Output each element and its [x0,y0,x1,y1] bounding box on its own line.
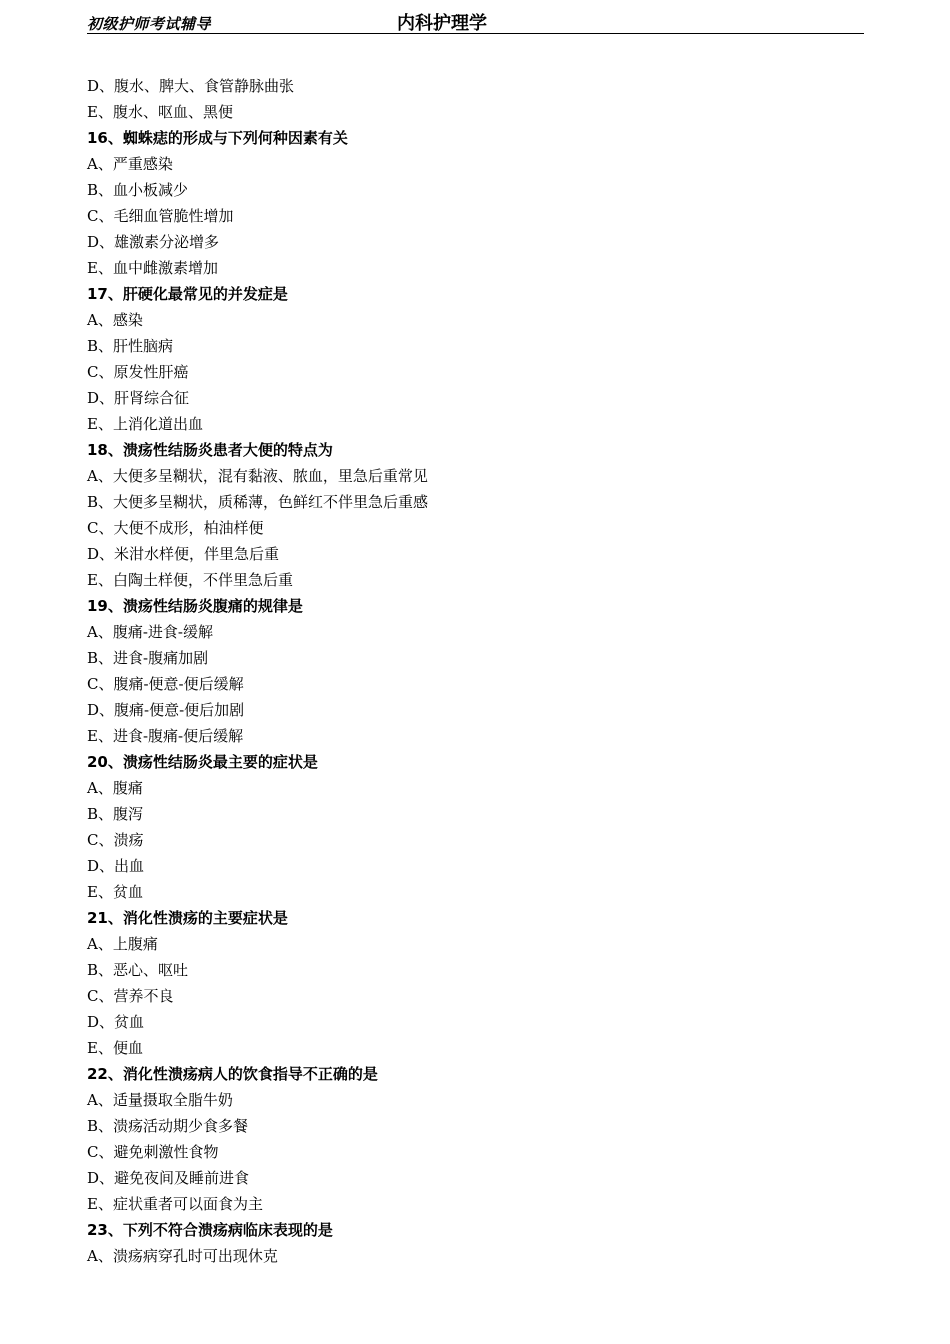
answer-option: B、腹泻 [87,805,144,823]
answer-option: A、腹痛-进食-缓解 [87,623,213,641]
answer-option: A、严重感染 [87,155,173,173]
question-stem: 18、溃疡性结肠炎患者大便的特点为 [87,441,333,459]
answer-option: B、肝性脑病 [87,337,174,355]
answer-option: C、原发性肝癌 [87,363,189,381]
page-header [87,8,864,34]
answer-option: B、大便多呈糊状，质稀薄，色鲜红不伴里急后重感 [87,493,429,511]
answer-option: E、症状重者可以面食为主 [87,1195,263,1213]
answer-option: C、毛细血管脆性增加 [87,207,234,225]
question-stem: 20、溃疡性结肠炎最主要的症状是 [87,753,318,771]
header-subject-title: 内科护理学 [397,13,487,34]
answer-option: D、出血 [87,857,145,875]
answer-option: A、溃疡病穿孔时可出现休克 [87,1247,278,1265]
answer-option: A、腹痛 [87,779,143,797]
answer-option: E、白陶土样便，不伴里急后重 [87,571,293,589]
answer-option: E、血中雌激素增加 [87,259,218,277]
answer-option: B、溃疡活动期少食多餐 [87,1117,249,1135]
question-list [87,73,864,1269]
question-stem: 21、消化性溃疡的主要症状是 [87,909,288,927]
answer-option: B、恶心、呕吐 [87,961,189,979]
answer-option: D、雄激素分泌增多 [87,233,220,251]
answer-option: E、进食-腹痛-便后缓解 [87,727,244,745]
answer-option: C、溃疡 [87,831,144,849]
answer-option: C、营养不良 [87,987,174,1005]
answer-option: D、肝肾综合征 [87,389,190,407]
question-stem: 22、消化性溃疡病人的饮食指导不正确的是 [87,1065,378,1083]
answer-option: B、进食-腹痛加剧 [87,649,209,667]
answer-option: E、腹水、呕血、黑便 [87,103,233,121]
answer-option: A、适量摄取全脂牛奶 [87,1091,233,1109]
question-stem: 23、下列不符合溃疡病临床表现的是 [87,1221,333,1239]
answer-option: A、感染 [87,311,143,329]
answer-option: D、腹水、脾大、食管静脉曲张 [87,77,295,95]
answer-option: D、米泔水样便，伴里急后重 [87,545,280,563]
answer-option: D、避免夜间及睡前进食 [87,1169,250,1187]
answer-option: A、大便多呈糊状，混有黏液、脓血，里急后重常见 [87,467,428,485]
question-stem: 17、肝硬化最常见的并发症是 [87,285,288,303]
answer-option: A、上腹痛 [87,935,158,953]
question-stem: 19、溃疡性结肠炎腹痛的规律是 [87,597,303,615]
answer-option: C、腹痛-便意-便后缓解 [87,675,244,693]
answer-option: E、上消化道出血 [87,415,203,433]
answer-option: D、腹痛-便意-便后加剧 [87,701,245,719]
answer-option: D、贫血 [87,1013,145,1031]
answer-option: E、贫血 [87,883,143,901]
header-course-title: 初级护师考试辅导 [87,15,212,33]
answer-option: E、便血 [87,1039,143,1057]
answer-option: C、大便不成形，柏油样便 [87,519,264,537]
question-stem: 16、蜘蛛痣的形成与下列何种因素有关 [87,129,348,147]
answer-option: B、血小板减少 [87,181,189,199]
answer-option: C、避免刺激性食物 [87,1143,219,1161]
